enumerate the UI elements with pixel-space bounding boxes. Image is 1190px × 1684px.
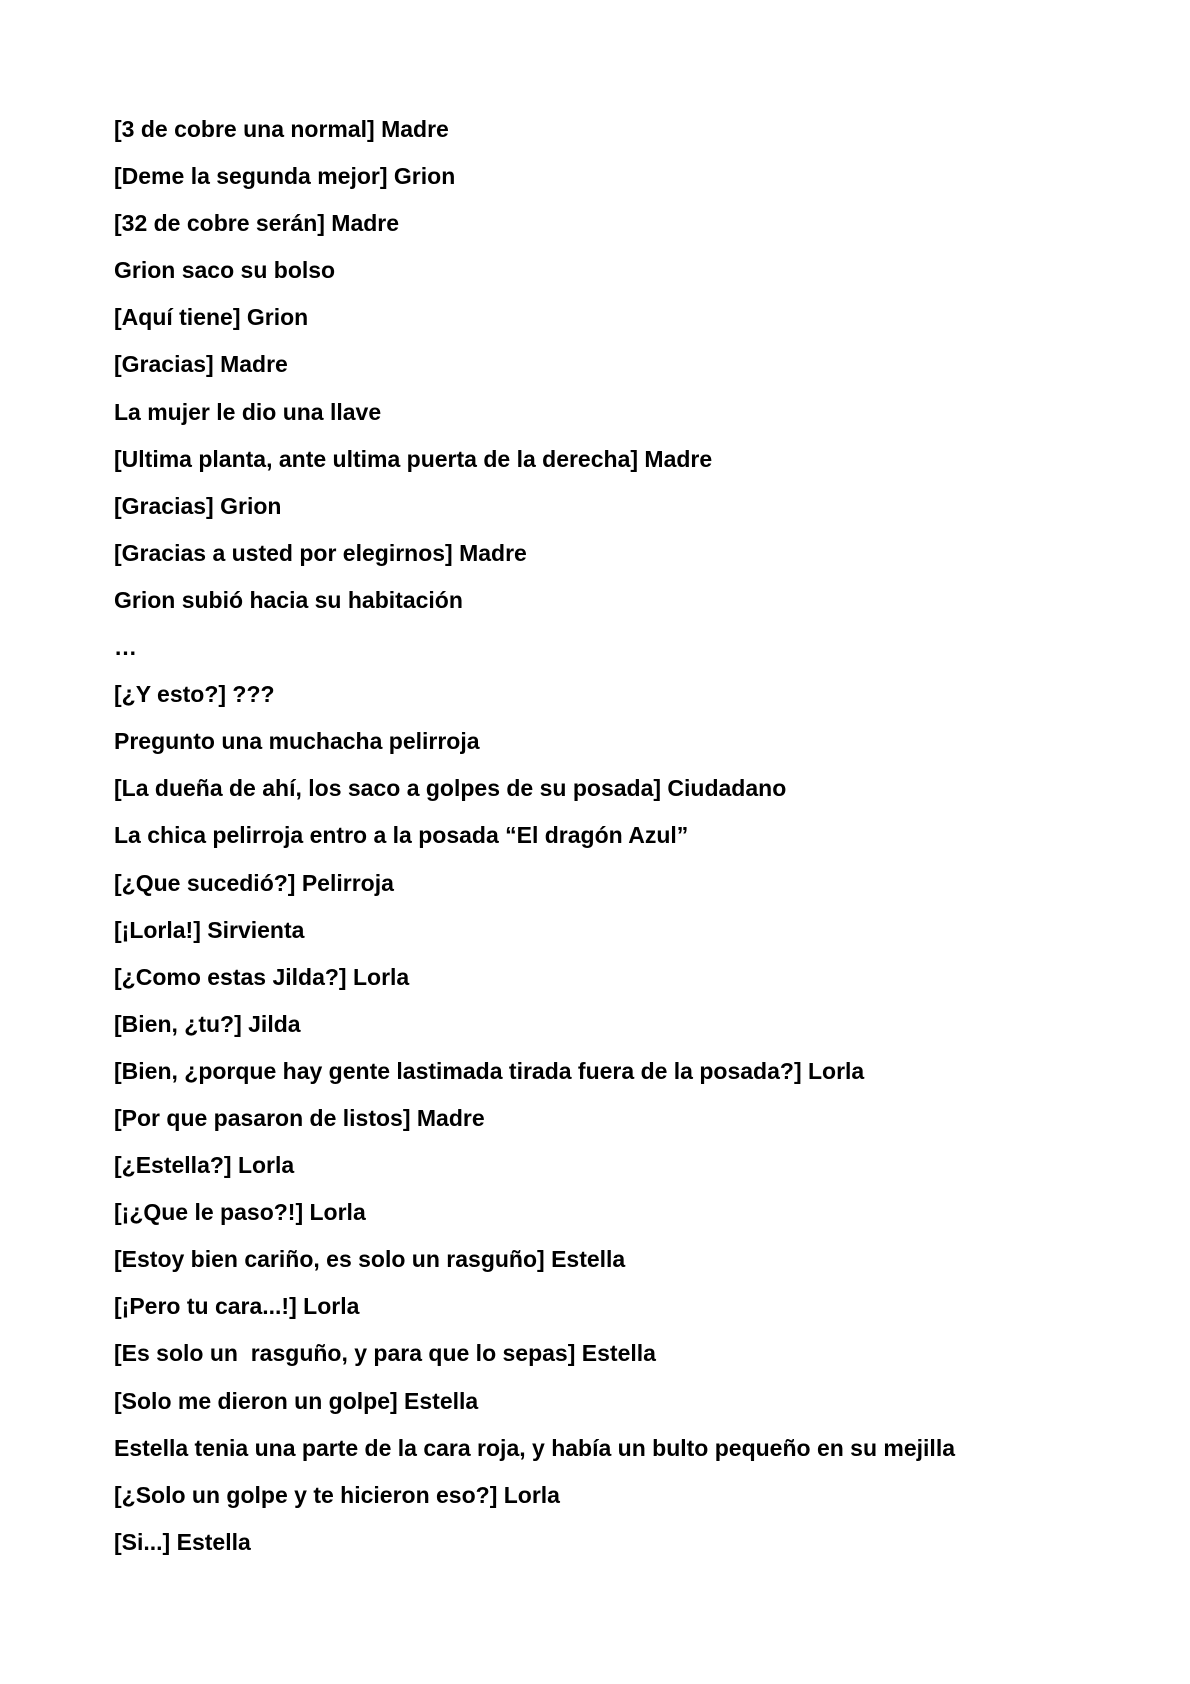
text-line: [Gracias] Madre — [114, 351, 288, 378]
text-line: [32 de cobre serán] Madre — [114, 210, 400, 237]
text-line: [¿Como estas Jilda?] Lorla — [114, 963, 410, 990]
text-line: Grion saco su bolso — [114, 257, 336, 284]
text-line: [Bien, ¿porque hay gente lastimada tirada fuera de la posada?] Lorla — [114, 1057, 865, 1084]
text-line: [¡Pero tu cara...!] Lorla — [114, 1293, 360, 1320]
text-line: La chica pelirroja entro a la posada “El dragón Azul” — [114, 822, 689, 849]
text-line: [¡Lorla!] Sirvienta — [114, 916, 305, 943]
text-line: [Bien, ¿tu?] Jilda — [114, 1010, 301, 1037]
text-line: [Gracias] Grion — [114, 492, 282, 519]
text-line: [Estoy bien cariño, es solo un rasguño] Estella — [114, 1246, 626, 1273]
text-line: Estella tenia una parte de la cara roja, y había un bulto pequeño en su mejilla — [114, 1434, 956, 1461]
text-line: [Es solo un rasguño, y para que lo sepas] Estella — [114, 1340, 656, 1367]
text-line: La mujer le dio una llave — [114, 398, 382, 425]
text-line: [¿Y esto?] ??? — [114, 681, 275, 708]
text-line: Grion subió hacia su habitación — [114, 586, 463, 613]
text-line: Pregunto una muchacha pelirroja — [114, 728, 480, 755]
text-line: [¿Solo un golpe y te hicieron eso?] Lorla — [114, 1481, 560, 1508]
text-line: … — [114, 634, 137, 661]
text-line: [¿Que sucedió?] Pelirroja — [114, 869, 394, 896]
text-line: [Aquí tiene] Grion — [114, 304, 309, 331]
text-line: [¿Estella?] Lorla — [114, 1152, 295, 1179]
text-line: [Ultima planta, ante ultima puerta de la derecha] Madre — [114, 445, 713, 472]
text-line: [3 de cobre una normal] Madre — [114, 116, 449, 142]
text-line: [Gracias a usted por elegirnos] Madre — [114, 539, 527, 566]
text-line: [¡¿Que le paso?!] Lorla — [114, 1199, 366, 1226]
text-line: [Deme la segunda mejor] Grion — [114, 163, 456, 190]
text-line: [Solo me dieron un golpe] Estella — [114, 1387, 479, 1414]
text-line: [Si...] Estella — [114, 1528, 251, 1555]
text-line: [La dueña de ahí, los saco a golpes de su posada] Ciudadano — [114, 775, 787, 802]
dialogue-text-block — [114, 106, 1114, 1566]
text-line: [Por que pasaron de listos] Madre — [114, 1104, 485, 1131]
